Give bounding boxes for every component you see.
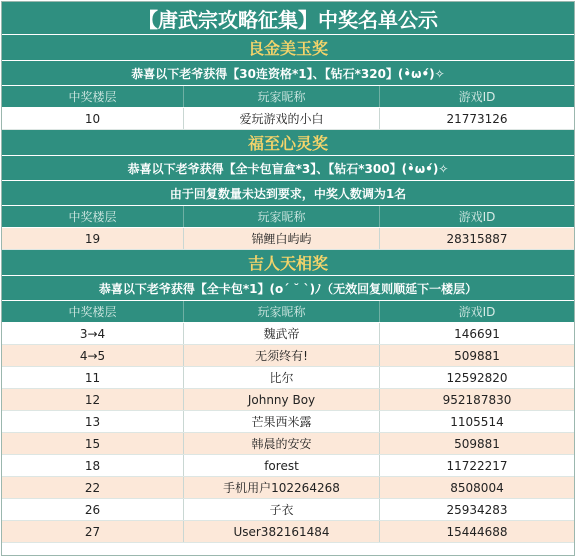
header-game-id: 游戏ID xyxy=(458,210,496,224)
column-headers xyxy=(2,86,574,108)
game-id-cell: 952187830 xyxy=(442,392,512,407)
floor-cell: 19 xyxy=(2,228,184,249)
game-id-cell: 509881 xyxy=(454,348,500,363)
prize-notice: 恭喜以下老爷获得【30连资格*1】、【钻石*320】(•̀ω•́)✧ xyxy=(2,61,574,86)
header-nickname: 玩家昵称 xyxy=(184,301,380,322)
table-row xyxy=(2,345,574,367)
nickname-cell: 爱玩游戏的小白 xyxy=(184,108,380,129)
floor-cell: 13 xyxy=(2,411,184,432)
floor-cell: 12 xyxy=(2,389,184,410)
game-id-cell: 146691 xyxy=(454,326,500,341)
table-row xyxy=(2,499,574,521)
prize-notice: 恭喜以下老爷获得【全卡包*1】(o´ ˘ `)ﾉ（无效回复则顺延下一楼层） xyxy=(2,276,574,301)
game-id-cell: 11722217 xyxy=(446,458,508,473)
nickname-cell: 韩晨的安安 xyxy=(184,433,380,454)
nickname-cell: 手机用户102264268 xyxy=(184,477,380,498)
floor-cell: 26 xyxy=(2,499,184,520)
floor-cell: 27 xyxy=(2,521,184,542)
floor-cell: 18 xyxy=(2,455,184,476)
table-row xyxy=(2,108,574,130)
header-floor: 中奖楼层 xyxy=(2,301,184,322)
table-row xyxy=(2,455,574,477)
game-id-cell: 21773126 xyxy=(446,111,508,126)
header-floor: 中奖楼层 xyxy=(2,86,184,107)
table-row xyxy=(2,323,574,345)
tier-title: 良金美玉奖 xyxy=(2,35,574,61)
tier-title: 吉人天相奖 xyxy=(2,250,574,276)
table-row xyxy=(2,411,574,433)
floor-cell: 10 xyxy=(2,108,184,129)
adjustment-note: 由于回复数量未达到要求，中奖人数调为1名 xyxy=(2,181,574,206)
floor-cell: 22 xyxy=(2,477,184,498)
table-row xyxy=(2,228,574,250)
table-row xyxy=(2,521,574,543)
game-id-cell: 509881 xyxy=(454,436,500,451)
table-row xyxy=(2,433,574,455)
game-id-cell: 15444688 xyxy=(446,524,508,539)
nickname-cell: User382161484 xyxy=(184,521,380,542)
floor-cell: 4→5 xyxy=(2,345,184,366)
tier-title: 福至心灵奖 xyxy=(2,130,574,156)
game-id-cell: 28315887 xyxy=(446,231,508,246)
header-nickname: 玩家昵称 xyxy=(184,86,380,107)
floor-cell: 15 xyxy=(2,433,184,454)
prize-notice: 恭喜以下老爷获得【全卡包盲盒*3】、【钻石*300】(•̀ω•́)✧ xyxy=(2,156,574,181)
nickname-cell: forest xyxy=(184,455,380,476)
nickname-cell: 芒果西米露 xyxy=(184,411,380,432)
header-game-id: 游戏ID xyxy=(458,305,496,319)
floor-cell: 11 xyxy=(2,367,184,388)
game-id-cell: 1105514 xyxy=(450,414,504,429)
winners-table xyxy=(1,1,575,556)
header-game-id: 游戏ID xyxy=(458,90,496,104)
nickname-cell: Johnny Boy xyxy=(184,389,380,410)
nickname-cell: 无须终有! xyxy=(184,345,380,366)
header-nickname: 玩家昵称 xyxy=(184,206,380,227)
nickname-cell: 子衣 xyxy=(184,499,380,520)
nickname-cell: 比尔 xyxy=(184,367,380,388)
table-row xyxy=(2,477,574,499)
table-row xyxy=(2,389,574,411)
game-id-cell: 8508004 xyxy=(450,480,504,495)
column-headers xyxy=(2,206,574,228)
game-id-cell: 12592820 xyxy=(446,370,508,385)
page-title: 【唐武宗攻略征集】中奖名单公示 xyxy=(2,2,574,35)
column-headers xyxy=(2,301,574,323)
header-floor: 中奖楼层 xyxy=(2,206,184,227)
table-row xyxy=(2,367,574,389)
nickname-cell: 锦鲤白屿屿 xyxy=(184,228,380,249)
floor-cell: 3→4 xyxy=(2,323,184,344)
nickname-cell: 魏武帝 xyxy=(184,323,380,344)
game-id-cell: 25934283 xyxy=(446,502,508,517)
